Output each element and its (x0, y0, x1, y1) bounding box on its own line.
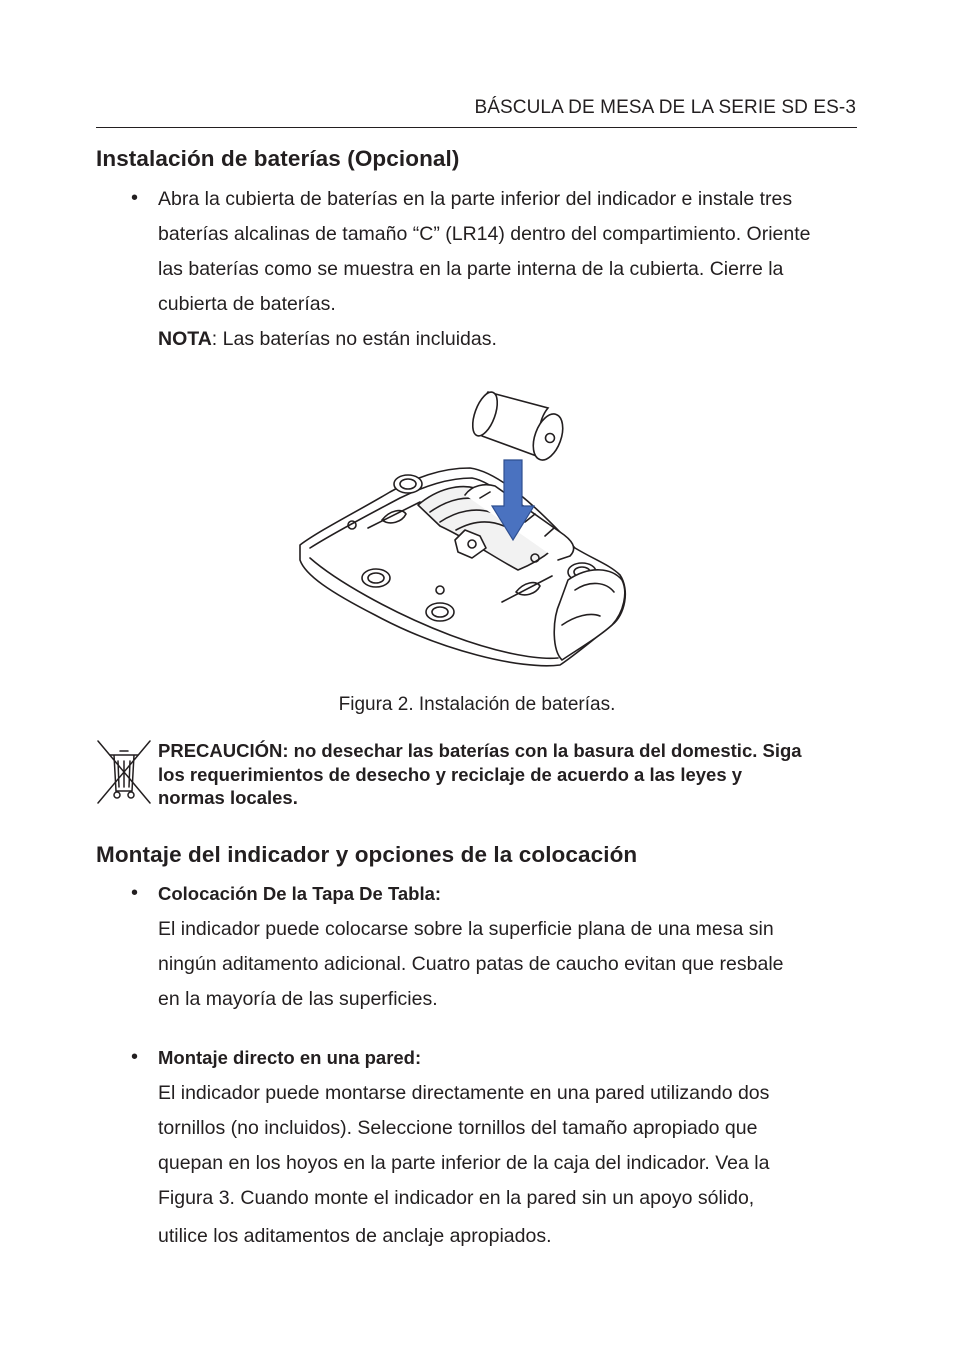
note-line (158, 322, 858, 357)
section-title-battery-install: Instalación de baterías (Opcional) (96, 146, 460, 171)
text-line: El indicador puede colocarse sobre la superficie plana de una mesa sin (158, 918, 774, 940)
running-header: BÁSCULA DE MESA DE LA SERIE SD ES-3 (474, 97, 856, 118)
text-line: baterías alcalinas de tamaño “C” (LR14) dentro del compartimiento. Oriente (158, 223, 811, 245)
tabletop-heading: Colocación De la Tapa De Tabla: (158, 883, 442, 904)
section-title-mounting: Montaje del indicador y opciones de la colocación (96, 842, 638, 867)
text-line: utilice los aditamentos de anclaje apropiados. (158, 1225, 552, 1247)
note-label: NOTA (158, 328, 212, 350)
text-line: tornillos (no incluidos). Seleccione tornillos del tamaño apropiado que (158, 1117, 758, 1139)
caution-text (158, 739, 858, 810)
wall-mount-heading: Montaje directo en una pared: (158, 1047, 422, 1068)
battery-install-illustration (290, 380, 640, 680)
header-rule (96, 127, 857, 128)
wall-mount-text (158, 1076, 858, 1254)
text-line: cubierta de baterías. (158, 293, 336, 315)
caution-line: PRECAUCIÓN: no desechar las baterías con la basura del domestic. Siga (158, 740, 802, 761)
caution-line: normas locales. (158, 787, 298, 808)
bullet-marker: • (131, 1046, 139, 1068)
text-line: El indicador puede montarse directamente en una pared utilizando dos (158, 1082, 770, 1104)
text-line: en la mayoría de las superficies. (158, 988, 438, 1010)
tabletop-text (158, 912, 858, 1017)
text-line: las baterías como se muestra en la parte interna de la cubierta. Cierre la (158, 258, 784, 280)
text-line: quepan en los hoyos en la parte inferior de la caja del indicador. Vea la (158, 1152, 770, 1174)
caution-line: los requerimientos de desecho y reciclaje de acuerdo a las leyes y (158, 763, 743, 785)
note-text: : Las baterías no están incluidas. (211, 328, 497, 350)
bullet-marker: • (131, 187, 139, 209)
text-line: ningún aditamento adicional. Cuatro patas de caucho evitan que resbale (158, 953, 784, 975)
text-line: Abra la cubierta de baterías en la parte inferior del indicador e instale tres (158, 188, 793, 210)
battery-instructions (158, 182, 858, 357)
text-line: Figura 3. Cuando monte el indicador en la pared sin un apoyo sólido, (158, 1187, 755, 1209)
bullet-marker: • (131, 882, 139, 904)
figure-caption: Figura 2. Instalación de baterías. (338, 694, 616, 715)
crossed-out-bin-icon (96, 739, 152, 805)
